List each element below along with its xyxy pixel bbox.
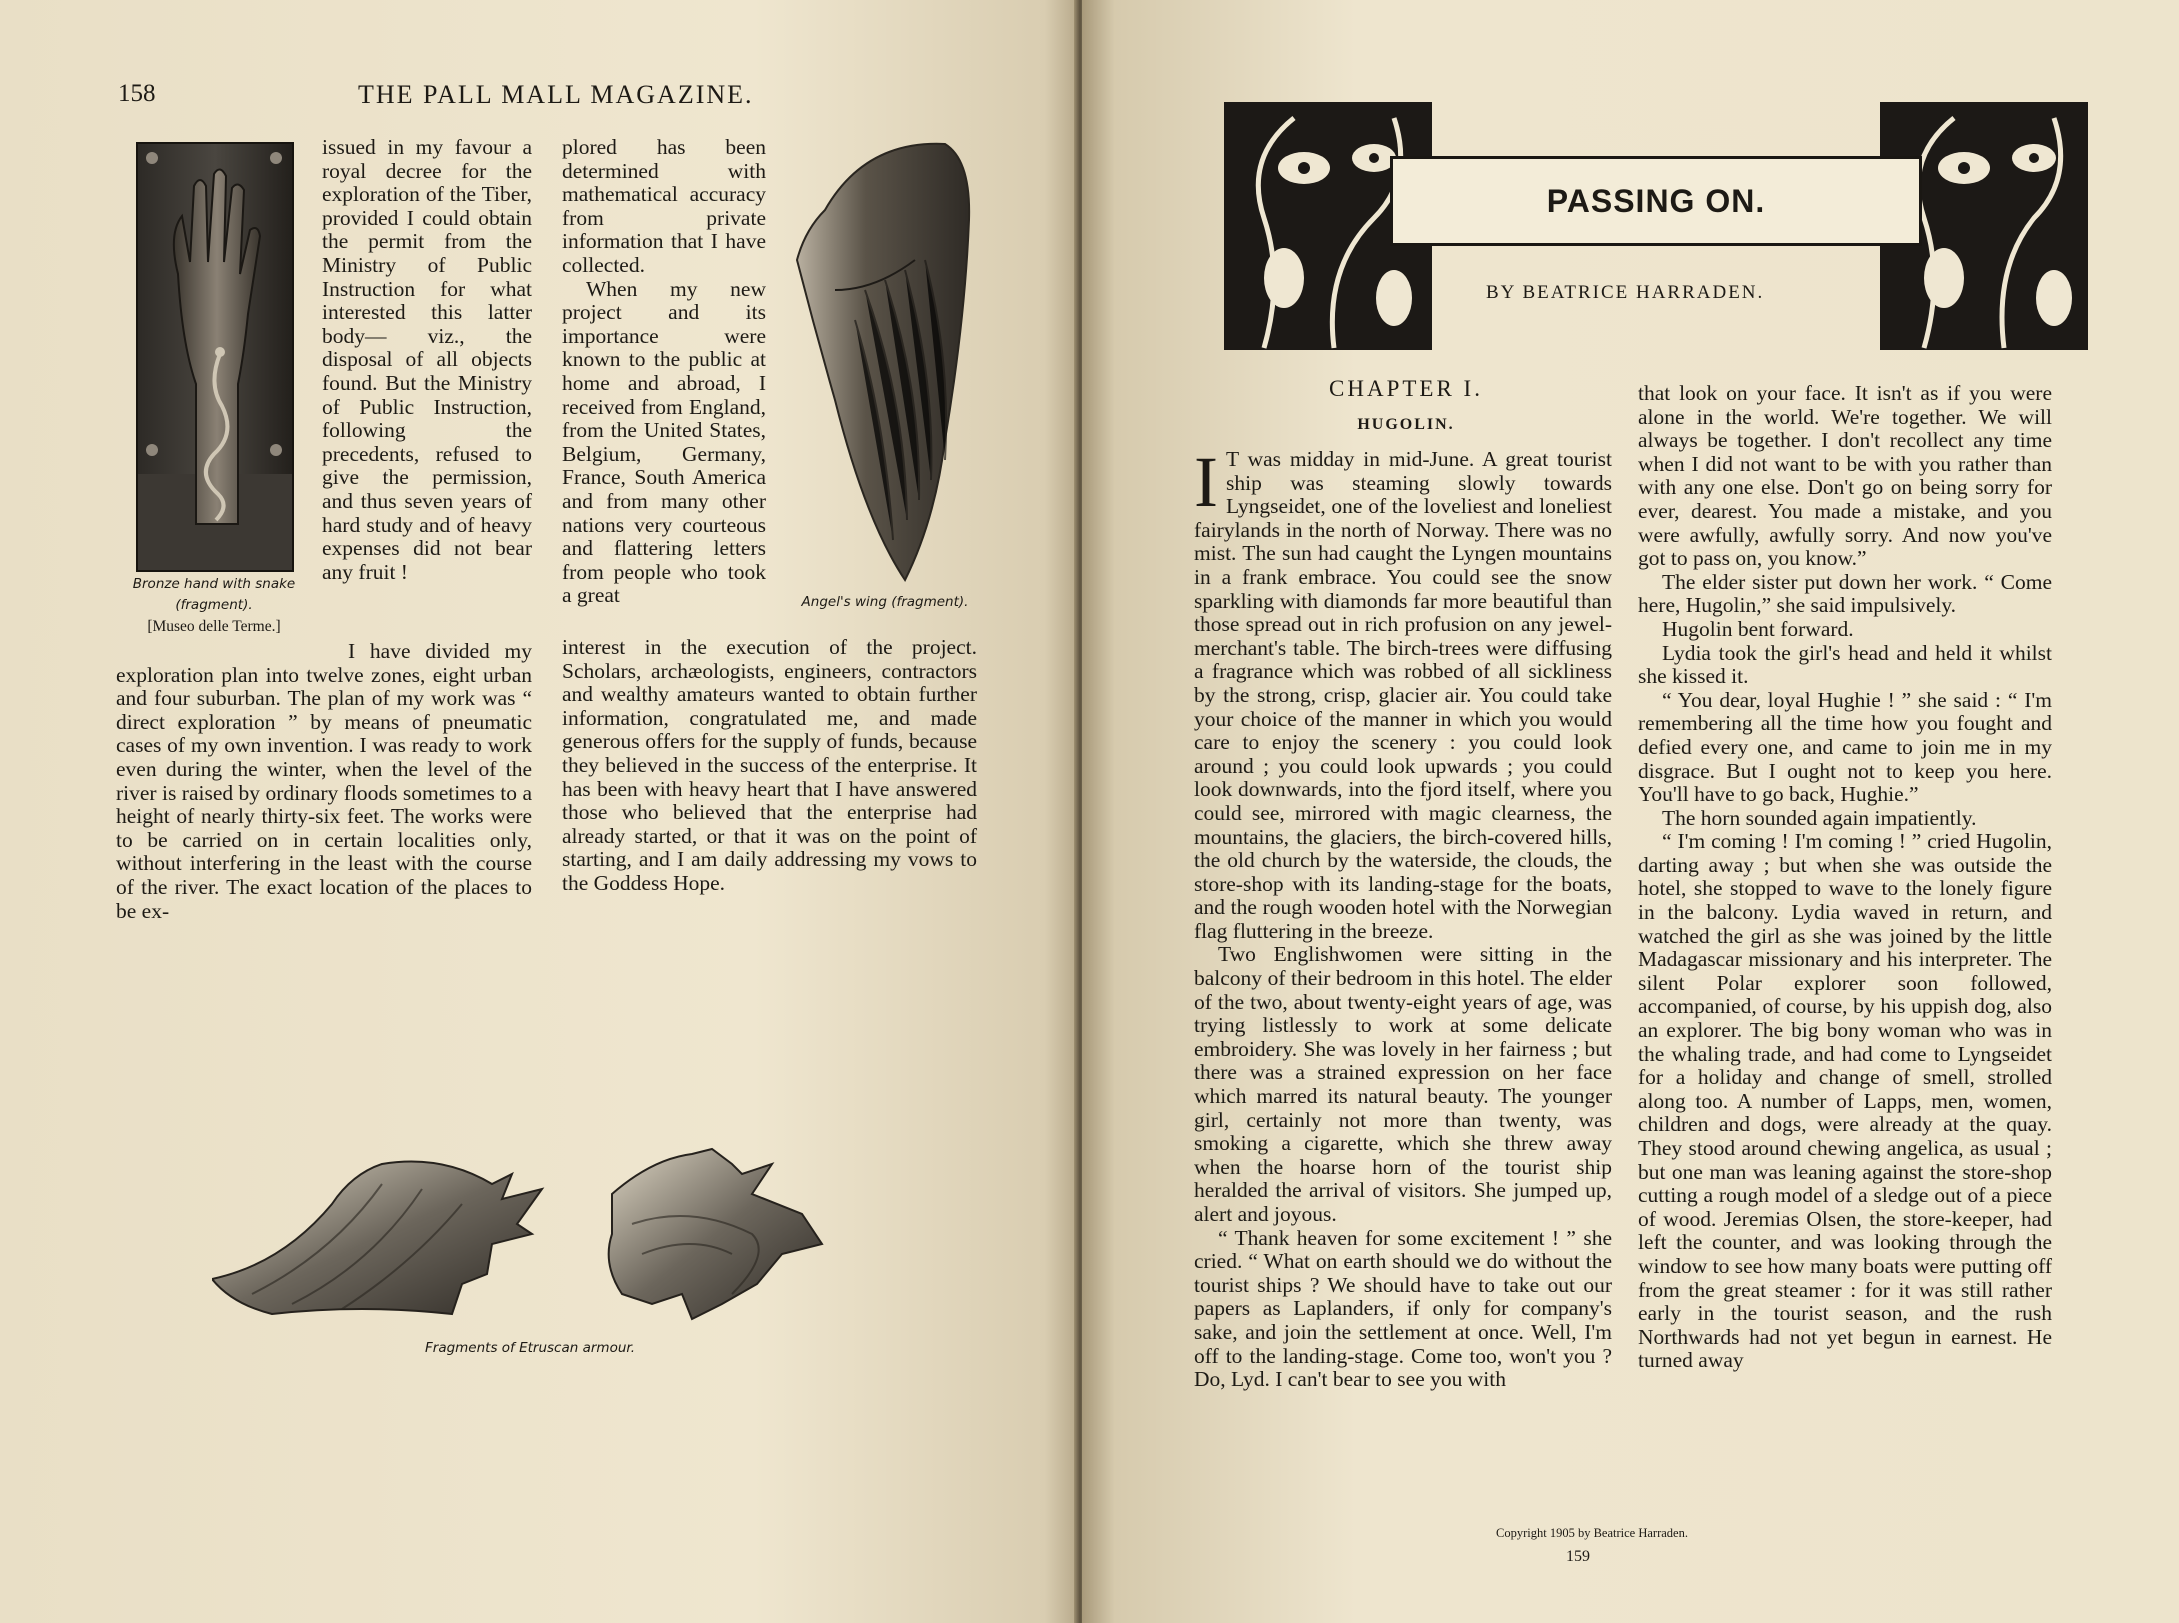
copyright-line: Copyright 1905 by Beatrice Harraden. bbox=[1496, 1526, 1688, 1540]
right-col1-para2: Two Englishwomen were sitting in the balcony of their bedroom in this hotel. The elder of the two, about twenty-eight years of age, was trying listlessly to work at some delicate embroidery. She was lovely in her fairness ; but there was a strained expression on her face which marred its natural beauty. The younger girl, certainly not more than twenty, was smoking a cigarette, which she threw away when the hoarse horn of the tourist ship heralded the arrival of visitors. She jumped up, alert and joyous. bbox=[1194, 942, 1612, 1226]
story-title: PASSING ON. bbox=[1390, 156, 1922, 246]
right-col2-para1: that look on your face. It isn't as if you were alone in the world. We're together. We will always be together. I don't recollect any time when I did not want to be with you rather than with any one else. Don't go on being sorry for ever, dearest. You made a mistake, and you were awfully, awfully sorry. And now you've got to pass on, you know.” bbox=[1638, 381, 2052, 571]
right-col1-para3: “ Thank heaven for some excitement ! ” she cried. “ What on earth should we do without the tourist ships ? We should have to take out our papers as Laplanders, if only for company's sake, and join the settlement at once. Well, I'm off to the landing-stage. Come too, won't you ? Do, Lyd. I can't bear to see you with bbox=[1194, 1225, 1612, 1392]
left-page-number: 158 bbox=[118, 80, 156, 107]
right-page bbox=[1082, 0, 2179, 1623]
left-col2-narrow-para2: When my new project and its importance were known to the public at home and abroad, I received from England, from the United States, Belgium, Germany, France, South America and from many other nations very courteous and flattering letters from people who took a great bbox=[562, 276, 766, 608]
hand-caption-line2: (fragment). bbox=[175, 597, 253, 613]
right-col2-para2: The elder sister put down her work. “ Come here, Hugolin,” she said impulsively. bbox=[1638, 569, 2052, 618]
hand-source: [Museo delle Terme.] bbox=[147, 618, 281, 635]
running-head: THE PALL MALL MAGAZINE. bbox=[358, 80, 754, 109]
hand-caption bbox=[110, 574, 318, 616]
right-col1-para1: T was midday in mid-June. A great tourist ship was steaming slowly towards Lyngseidet, one of the loveliest and loneliest fairylands in the north of Norway. There was no mist. The sun had caught the Lyngen mountains in a frank embrace. You could see the snow sparkling with diamonds far more beautiful than those spread out in rich profusion on any jewel-merchant's table. The birch-trees were diffusing a fragrance which was robbed of all sickliness by the strong, crisp, glacier air. You could take your choice of the manner in which you would care to enjoy the scenery : you could look around ; you could look upwards ; you could look downwards, into the fjord itself, where you could see, mirrored with magic clearness, the mountains, the glaciers, the birch-covered hills, the old church by the waterside, the clouds, the store-shop with its landing-stage for the boats, and the rough wooden hotel with the Norwegian flag fluttering in the breeze. bbox=[1194, 447, 1612, 943]
left-page bbox=[0, 0, 1077, 1623]
left-col2-narrow-para1: plored has been determined with mathematical accuracy from private information that I have collected. bbox=[562, 135, 766, 277]
left-col1-wide-para: I have divided my exploration plan into twelve zones, eight urban and four suburban. The plan of my work was “ direct exploration ” by means of pneumatic cases of my own invention. I was ready to work even during the winter, when the level of the river is raised by ordinary floods sometimes to a height of nearly thirty-six feet. The works were to be carried on in certain localities only, without interfering in the least with the course of the river. The exact location of the places to be ex- bbox=[116, 639, 532, 923]
right-page-number: 159 bbox=[1566, 1548, 1590, 1565]
left-col1-wide bbox=[116, 640, 532, 923]
left-col2-wide-para: interest in the execution of the project. Scholars, archæologists, engineers, contractors and wealthy amateurs wanted to obtain further information, congratulated me, and made generous offers for the supply of funds, because they believed in the success of the enterprise. It has been with heavy heart that I have answered those who believed that the enterprise had already started, or that it was on the point of starting, and I am daily addressing my vows to the Goddess Hope. bbox=[562, 635, 977, 895]
byline: BY BEATRICE HARRADEN. bbox=[1486, 282, 1765, 303]
right-col2-para6: The horn sounded again impatiently. bbox=[1662, 805, 1977, 830]
wing-caption: Angel's wing (fragment). bbox=[801, 594, 969, 610]
right-col2-para7: “ I'm coming ! I'm coming ! ” cried Hugolin, darting away ; but when she was outside the hotel, she stopped to wave to the lonely figure in the balcony. Lydia waved in return, and watched the girl as she was joined by the little Madagascar missionary and his interpreter. The silent Polar explorer soon followed, accompanied, of course, by his uppish dog, also an explorer. The big bony woman who was in the whaling trade, and had come to Lyngseidet for a holiday and change of smell, strolled along too. A number of Lapps, men, women, children and dogs, were already at the quay. They stood around chewing angelica, as usual ; but one man was leaning against the store-shop cutting a rough model of a sledge out of a piece of wood. Jeremias Olsen, the store-keeper, had left the counter, and was looking through the window to see how many boats were putting off from the great steamer : for it was still rather early in the tourist season, and the rush Northwards had not yet begun in earnest. He turned away bbox=[1638, 829, 2053, 1373]
right-col2-para5: “ You dear, loyal Hughie ! ” she said : “ I'm remembering all the time how you fought and defied every one, and came to join me in my disgrace. But I ought not to keep you here. You'll have to go back, Hughie.” bbox=[1638, 687, 2052, 807]
right-col2-para4: Lydia took the girl's head and held it whilst she kissed it. bbox=[1638, 640, 2052, 689]
bronze-hand-image bbox=[136, 142, 294, 572]
left-col2-narrow bbox=[562, 136, 766, 608]
hand-caption-line1: Bronze hand with snake bbox=[132, 576, 296, 592]
left-col2-wide bbox=[562, 636, 977, 896]
etruscan-armour-image bbox=[212, 1144, 852, 1324]
chapter-heading: CHAPTER I. bbox=[1329, 376, 1483, 401]
chapter-title: HUGOLIN. bbox=[1357, 416, 1455, 433]
left-col1-narrow-para: issued in my favour a royal decree for the exploration of the Tiber, provided I could obtain the permit from the Ministry of Public Instruction for what interested this latter body— viz., the disposal of all objects found. But the Ministry of Public Instruction, following the precedents, refused to give the permission, and thus seven years of hard study and of heavy expenses did not bear any fruit ! bbox=[322, 135, 532, 584]
angels-wing-image bbox=[795, 140, 977, 585]
left-col1-narrow bbox=[322, 136, 532, 584]
right-col2-para3: Hugolin bent forward. bbox=[1662, 616, 1854, 641]
bronze-hand-illustration bbox=[138, 144, 292, 570]
right-col1 bbox=[1194, 442, 1612, 1392]
drop-cap: I bbox=[1194, 442, 1218, 522]
armour-caption: Fragments of Etruscan armour. bbox=[425, 1340, 635, 1356]
right-col2 bbox=[1638, 382, 2052, 1373]
